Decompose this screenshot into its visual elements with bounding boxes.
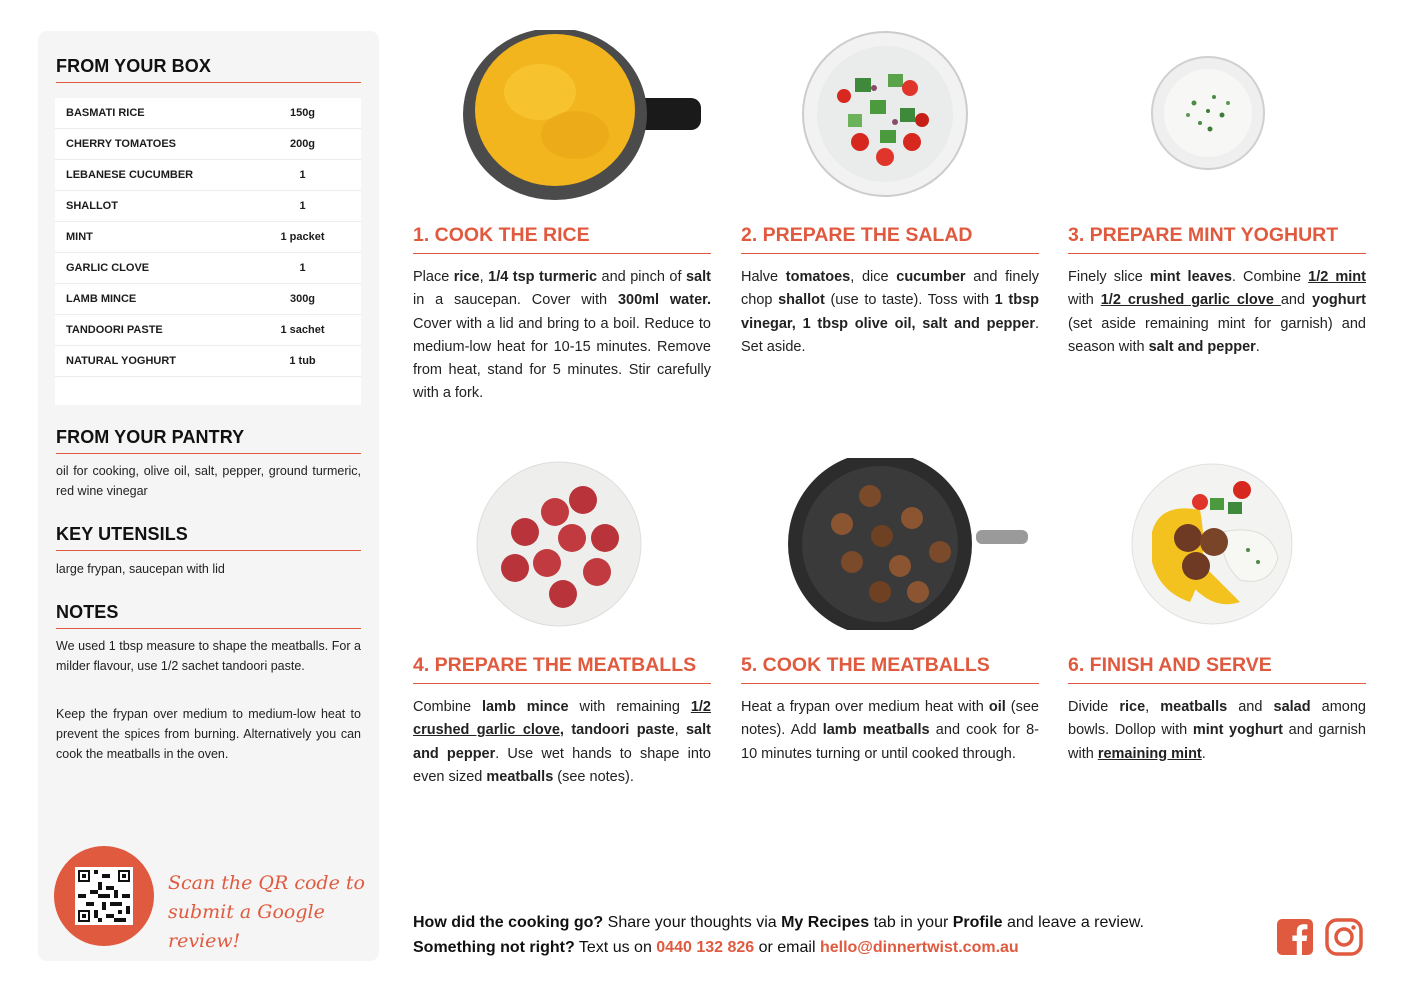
ingredient-highlight: salt and pepper [1148,338,1256,355]
footer-text: or email [754,939,820,956]
ingredient-qty: 300g [289,293,316,305]
mint-yoghurt-bowl-image [1150,55,1266,171]
instruction-text: , [479,269,489,285]
instagram-icon[interactable] [1325,918,1363,956]
step-1-title: 1. COOK THE RICE [413,224,711,254]
step-2-title: 2. PREPARE THE SALAD [741,224,1039,254]
notes-heading: NOTES [56,602,361,629]
step-3-instructions [1068,266,1366,359]
step-6-instructions [1068,696,1366,766]
footer-support-line [413,935,1263,960]
qr-code-icon[interactable] [75,867,133,925]
pantry-heading: FROM YOUR PANTRY [56,427,361,454]
ingredient-highlight: 1 tbsp vinegar, 1 tbsp olive oil, salt and pepper [741,292,1039,332]
footer-text: Text us on [574,939,657,956]
ingredient-name: LEBANESE CUCUMBER [66,169,194,181]
meatballs-in-frypan-image [780,458,1030,630]
box-heading: FROM YOUR BOX [56,56,361,83]
ingredient-row [55,222,361,253]
notes-paragraph-2: Keep the frypan over medium to medium-low heat to prevent the spices from burning. Alternatively you can cook the meatballs in the oven. [56,707,361,761]
step-1-instructions [413,266,711,406]
ingredient-highlight: salt and pepper [413,722,711,762]
instruction-text: among bowls. Dollop with [1068,699,1366,739]
instruction-text: . Set aside. [741,315,1039,355]
step-5-title: 5. COOK THE MEATBALLS [741,654,1039,684]
ingredient-name: BASMATI RICE [66,107,145,119]
served-plate-image [1130,462,1294,626]
ingredient-highlight: cucumber [896,269,966,285]
instruction-text: Divide [1068,699,1120,715]
instruction-text: and [1280,292,1312,309]
instruction-text: (see notes). [553,768,634,785]
instruction-text: , dice [850,269,897,285]
ingredient-row [55,284,361,315]
ingredient-highlight: 1/2 crushed garlic clove [413,699,712,739]
step-4-title: 4. PREPARE THE MEATBALLS [413,654,711,684]
ingredient-name: SHALLOT [66,200,118,212]
ingredient-name: GARLIC CLOVE [66,262,150,274]
instruction-text: (set aside remaining mint for garnish) and season with [1068,315,1366,355]
instruction-text: . [1201,745,1206,762]
instruction-text: (use to taste). Toss with [824,292,995,309]
ingredient-qty: 1 tub [289,355,316,367]
ingredient-qty: 1 [299,169,306,181]
ingredient-qty: 1 [299,200,306,212]
step-4-instructions [413,696,711,789]
instruction-text: , [674,722,686,739]
step-2-instructions [741,266,1039,359]
email-link[interactable]: hello@dinnertwist.com.au [819,939,1019,956]
sidebar [38,31,379,961]
footer-text: and leave a review. [1002,914,1144,931]
qr-line-2: submit a Google review! [168,901,325,952]
ingredient-name: TANDOORI PASTE [66,324,163,336]
instruction-text: Finely slice [1068,269,1150,285]
ingredient-name: CHERRY TOMATOES [66,138,177,150]
utensils-text: large frypan, saucepan with lid [56,562,225,576]
instruction-text: and finely chop [741,269,1039,309]
ingredient-highlight: 1/2 mint [1308,269,1366,285]
ingredient-highlight: 1/4 tsp turmeric [488,269,598,285]
instruction-text: (see notes). Add [741,699,1039,739]
ingredient-highlight: yoghurt [1312,292,1366,309]
review-question: How did the cooking go? [413,914,604,931]
phone-link[interactable]: 0440 132 826 [656,939,755,956]
ingredient-name: NATURAL YOGHURT [66,355,176,367]
instruction-text: . Use wet hands to shape into even sized [413,745,711,785]
ingredient-highlight: salt [685,269,711,285]
qr-badge[interactable] [54,846,154,946]
ingredient-highlight: salad [1273,699,1311,715]
instruction-text: Halve [741,269,786,285]
instruction-text: Combine [413,699,482,715]
ingredient-highlight: rice [1119,699,1146,715]
instruction-text: Heat a frypan over medium heat with [741,699,989,715]
step-6-title: 6. FINISH AND SERVE [1068,654,1366,684]
facebook-icon[interactable] [1276,918,1314,956]
qr-line-1: Scan the QR code to [168,872,365,894]
ingredient-highlight: , [559,722,572,739]
rice-in-saucepan-image [455,30,705,200]
ingredient-row [55,98,361,129]
ingredient-highlight: 300ml water. [617,292,711,309]
instruction-text: and pinch of [597,269,686,285]
ingredient-highlight: lamb mince [481,699,569,715]
footer [413,910,1263,960]
ingredient-highlight: remaining mint [1097,745,1202,762]
ingredient-highlight: mint leaves [1149,269,1232,285]
ingredient-qty: 200g [289,138,316,150]
ingredient-highlight: rice [453,269,480,285]
ingredient-row [55,191,361,222]
profile-link[interactable]: Profile [952,914,1003,931]
instruction-text: and cook for 8-10 minutes turning or until cooked through. [741,722,1039,762]
footer-review-line [413,910,1263,935]
instruction-text: . Combine [1231,269,1309,285]
ingredient-qty: 150g [289,107,316,119]
my-recipes-link[interactable]: My Recipes [781,914,870,931]
ingredient-highlight: tandoori paste [571,722,675,739]
ingredient-highlight: shallot [778,292,825,309]
utensils-heading: KEY UTENSILS [56,524,361,551]
instruction-text: with [1068,292,1101,309]
ingredient-highlight: oil [988,699,1006,715]
instruction-text: Cover with a lid and bring to a boil. Reduce to medium-low heat for 10-15 minutes. Remove from heat, stand for 5 minutes. Stir carefully with a fork. [413,315,711,402]
ingredient-highlight: meatballs [1160,699,1228,715]
instruction-text: Place [413,269,454,285]
notes-paragraph-1: We used 1 tbsp measure to shape the meatballs. For a milder flavour, use 1/2 sachet tandoori paste. [56,639,361,673]
ingredient-row [55,315,361,346]
step-5-instructions [741,696,1039,766]
ingredient-name: LAMB MINCE [66,293,137,305]
ingredients-table [55,98,361,405]
ingredient-highlight: lamb meatballs [822,722,930,739]
ingredient-qty: 1 [299,262,306,274]
ingredient-highlight: mint yoghurt [1192,722,1284,739]
instruction-text: . [1255,338,1260,355]
instruction-text: with remaining [568,699,691,715]
footer-text: tab in your [869,914,953,931]
instruction-text: and [1227,699,1274,715]
ingredient-row [55,253,361,284]
instruction-text: , [1145,699,1161,715]
salad-bowl-image [800,30,970,200]
ingredient-name: MINT [66,231,93,243]
ingredient-highlight: 1/2 crushed garlic clove [1100,292,1281,309]
ingredient-row [55,160,361,191]
ingredient-highlight: meatballs [486,768,554,785]
ingredient-row [55,346,361,377]
raw-meatballs-plate-image [475,460,643,628]
ingredient-row [55,129,361,160]
instruction-text: in a saucepan. Cover with [413,292,618,309]
ingredient-highlight: tomatoes [785,269,851,285]
footer-text: Share your thoughts via [603,914,782,931]
instruction-text: and garnish with [1068,722,1366,762]
pantry-text: oil for cooking, olive oil, salt, pepper, ground turmeric, red wine vinegar [56,464,361,498]
ingredient-qty: 1 sachet [280,324,325,336]
ingredient-qty: 1 packet [280,231,325,243]
qr-review-prompt [168,869,368,956]
support-question: Something not right? [413,939,575,956]
step-3-title: 3. PREPARE MINT YOGHURT [1068,224,1366,254]
